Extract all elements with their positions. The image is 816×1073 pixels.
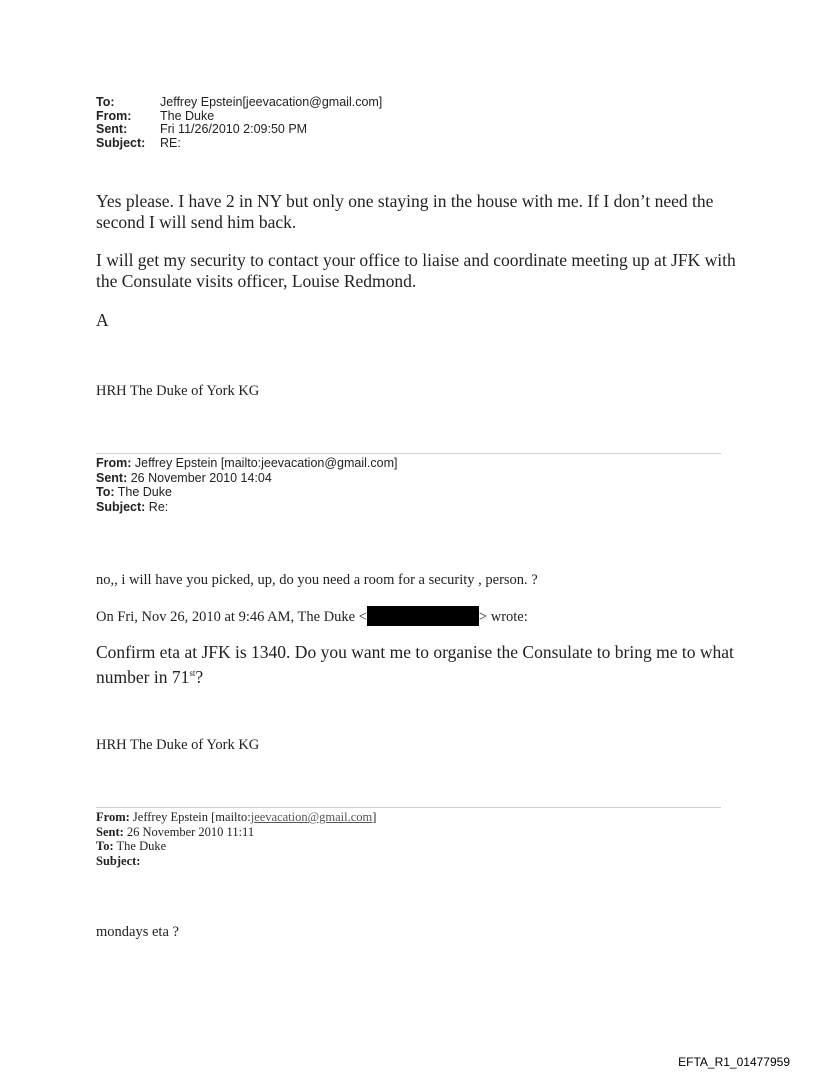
quoted1-subject-value: Re: bbox=[148, 499, 169, 514]
document-id: EFTA_R1_01477959 bbox=[678, 1055, 790, 1069]
reply-signature: HRH The Duke of York KG bbox=[96, 383, 260, 399]
sent-value: Fri 11/26/2010 2:09:50 PM bbox=[160, 122, 308, 136]
quoted1-sent-row bbox=[96, 471, 397, 486]
attribution-line bbox=[96, 606, 528, 626]
duke-body-end: ? bbox=[195, 666, 204, 687]
duke-quoted-signature: HRH The Duke of York KG bbox=[96, 737, 260, 753]
quoted-header-1 bbox=[96, 456, 397, 514]
quoted2-from-name: Jeffrey Epstein [mailto: bbox=[132, 810, 251, 824]
quoted2-to-row bbox=[96, 839, 376, 854]
quoted2-subject-row bbox=[96, 854, 376, 869]
duke-quoted-body bbox=[96, 642, 736, 688]
quoted2-body: mondays eta ? bbox=[96, 924, 179, 940]
quoted1-from-value: Jeffrey Epstein [mailto:jeevacation@gmail.com] bbox=[134, 456, 398, 470]
quoted2-from-label: From: bbox=[96, 810, 130, 824]
attribution-pre: On Fri, Nov 26, 2010 at 9:46 AM, The Duke < bbox=[96, 609, 367, 625]
quoted1-sent-label: Sent: bbox=[96, 470, 128, 485]
quoted2-sent-row bbox=[96, 825, 376, 840]
quoted1-sent-value: 26 November 2010 14:04 bbox=[130, 470, 272, 485]
reply-paragraph-2: I will get my security to contact your office to liaise and coordinate meeting up at JFK with the Consulate visits officer, Louise Redmond. bbox=[96, 250, 736, 291]
quoted1-from-label: From: bbox=[96, 456, 132, 470]
quoted1-subject-label: Subject: bbox=[96, 499, 146, 514]
attribution-post: > wrote: bbox=[478, 609, 528, 625]
to-label: To: bbox=[96, 95, 115, 109]
quoted2-sent-value: 26 November 2010 11:11 bbox=[126, 824, 255, 839]
quoted1-body: no,, i will have you picked, up, do you need a room for a security , person. ? bbox=[96, 572, 538, 588]
quoted1-to-row bbox=[96, 485, 397, 500]
subject-value: RE: bbox=[160, 135, 181, 150]
from-label: From: bbox=[96, 108, 132, 123]
to-value: Jeffrey Epstein[jeevacation@gmail.com] bbox=[160, 95, 383, 109]
reply-paragraph-1: Yes please. I have 2 in NY but only one staying in the house with me. If I don’t need the second I will send him back. bbox=[96, 191, 714, 232]
quoted2-email-link[interactable]: jeevacation@gmail.com bbox=[250, 810, 373, 824]
duke-body-text: Confirm eta at JFK is 1340. Do you want me to organise the Consulate to bring me to what number in 71 bbox=[96, 642, 734, 687]
from-value: The Duke bbox=[160, 108, 215, 123]
quoted1-from-row bbox=[96, 456, 397, 471]
duke-body-superscript: st bbox=[189, 668, 196, 678]
email-header bbox=[96, 96, 382, 150]
quoted2-sent-label: Sent: bbox=[96, 824, 124, 839]
redaction-box bbox=[367, 606, 479, 626]
header-subject-row bbox=[96, 137, 382, 151]
header-to-row bbox=[96, 96, 382, 110]
quoted1-to-value: The Duke bbox=[117, 485, 172, 499]
quote-divider-1 bbox=[96, 453, 721, 454]
quoted-header-2 bbox=[96, 810, 376, 868]
quote-divider-2 bbox=[96, 807, 721, 808]
header-from-row bbox=[96, 110, 382, 124]
quoted2-to-label: To: bbox=[96, 839, 114, 853]
quoted2-from-close: ] bbox=[372, 810, 377, 824]
reply-initial: A bbox=[96, 310, 109, 330]
quoted2-from-row bbox=[96, 810, 376, 825]
quoted1-to-label: To: bbox=[96, 485, 115, 499]
subject-label: Subject: bbox=[96, 135, 146, 150]
quoted2-subject-label: Subject: bbox=[96, 853, 141, 868]
quoted2-to-value: The Duke bbox=[116, 839, 167, 853]
quoted1-subject-row bbox=[96, 500, 397, 515]
sent-label: Sent: bbox=[96, 122, 128, 136]
header-sent-row bbox=[96, 123, 382, 137]
